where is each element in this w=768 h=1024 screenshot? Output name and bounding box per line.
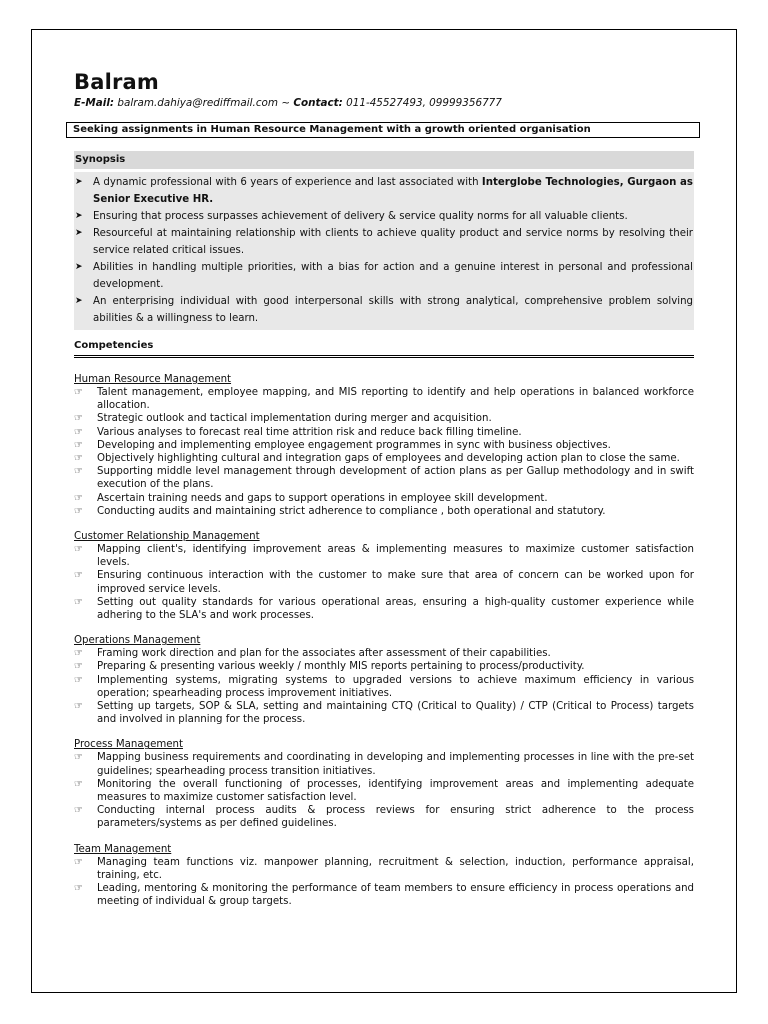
competency-item [74, 674, 694, 700]
synopsis-item [74, 208, 694, 225]
pointing-hand-icon: ☞ [74, 505, 83, 517]
pointing-hand-icon: ☞ [74, 661, 83, 673]
competency-section-title: Team Management [74, 843, 172, 855]
pointing-hand-icon: ☞ [74, 701, 83, 713]
competency-section-title: Process Management [74, 739, 183, 751]
pointing-hand-icon: ☞ [74, 426, 83, 438]
competency-item [74, 386, 694, 412]
competency-item [74, 426, 694, 439]
competency-section [74, 843, 694, 909]
synopsis-item-text: A dynamic professional with 6 years of experience and last associated with [93, 177, 482, 188]
competency-item-text: Setting up targets, SOP & SLA, setting and maintaining CTQ (Critical to Quality) / CTP (Critical to Process) targets and involved in planning for the process. [97, 701, 694, 726]
email-address: balram.dahiya@rediffmail.com [117, 97, 279, 109]
competency-item [74, 751, 694, 777]
competency-item-text: Setting out quality standards for various operational areas, ensuring a high-quality customer experience while adhering to the SLA's and work processes. [97, 596, 694, 622]
competency-section [74, 373, 694, 518]
competency-item-text: Managing team functions viz. manpower planning, recruitment & selection, induction, performance appraisal, training, etc. [97, 856, 694, 881]
competency-item [74, 647, 694, 660]
competency-item-text: Developing and implementing employee engagement programmes in sync with business objectives. [97, 439, 611, 451]
synopsis-item-text: Ensuring that process surpasses achievement of delivery & service quality norms for all valuable clients. [93, 211, 628, 222]
synopsis-item-text: Resourceful at maintaining relationship with clients to achieve quality product and service norms by resolving their service related critical issues. [93, 228, 693, 256]
synopsis-item-text: An enterprising individual with good interpersonal skills with strong analytical, comprehensive problem solving abilities & a willingness to learn. [93, 296, 693, 324]
competency-item-text: Ensuring continuous interaction with the customer to make sure that area of concern can be worked upon for improved service levels. [97, 570, 694, 595]
competency-item [74, 439, 694, 452]
competency-item [74, 492, 694, 505]
competency-item [74, 465, 694, 491]
competency-item-text: Framing work direction and plan for the associates after assessment of their capabilities. [97, 648, 551, 660]
pointing-hand-icon: ☞ [74, 856, 83, 868]
pointing-hand-icon: ☞ [74, 570, 83, 582]
competency-section-title: Human Resource Management [74, 374, 232, 385]
competency-item-text: Mapping client's, identifying improvement areas & implementing measures to maximize customer satisfaction levels. [97, 544, 694, 569]
pointing-hand-icon: ☞ [74, 596, 83, 608]
pointing-hand-icon: ☞ [74, 387, 83, 398]
competencies-heading: Competencies [74, 340, 694, 358]
competency-item [74, 543, 694, 569]
competency-section [74, 530, 694, 622]
contact-label: Contact: [293, 97, 343, 109]
competency-item-text: Conducting internal process audits & process reviews for ensuring strict adherence to the process parameters/systems as per defined guidelines. [97, 805, 694, 830]
arrow-right-icon: ➤ [75, 262, 83, 272]
competency-item-text: Supporting middle level management through development of action plans as per Gallup methodology and in swift execution of the plans. [97, 466, 694, 491]
competency-sections [74, 373, 694, 921]
email-label: E-Mail: [74, 97, 115, 109]
pointing-hand-icon: ☞ [74, 805, 83, 817]
competency-item [74, 660, 694, 673]
synopsis-item [74, 259, 694, 293]
synopsis-heading: Synopsis [74, 151, 694, 169]
pointing-hand-icon: ☞ [74, 752, 83, 764]
pointing-hand-icon: ☞ [74, 453, 83, 465]
competency-item-text: Monitoring the overall functioning of processes, identifying improvement areas and implementing adequate measures to maximize customer satisfaction level. [97, 778, 694, 804]
arrow-right-icon: ➤ [75, 211, 83, 221]
pointing-hand-icon: ☞ [74, 883, 83, 895]
competency-item [74, 804, 694, 830]
competency-item [74, 505, 694, 518]
synopsis-item [74, 174, 694, 208]
arrow-right-icon: ➤ [75, 296, 83, 306]
competency-item [74, 412, 694, 425]
competency-item-text: Conducting audits and maintaining strict adherence to compliance , both operational and statutory. [97, 505, 606, 517]
competency-section [74, 738, 694, 830]
pointing-hand-icon: ☞ [74, 648, 83, 660]
competency-item-text: Leading, mentoring & monitoring the performance of team members to ensure efficiency in process operations and meeting of individual & group targets. [97, 883, 694, 908]
competency-item-text: Objectively highlighting cultural and integration gaps of employees and developing action plan to close the same. [97, 453, 680, 465]
competency-item [74, 856, 694, 882]
pointing-hand-icon: ☞ [74, 413, 83, 425]
competency-item [74, 596, 694, 622]
competency-section-title: Customer Relationship Management [74, 531, 260, 543]
competency-item-text: Strategic outlook and tactical implementation during merger and acquisition. [97, 413, 492, 425]
phone-numbers: 011-45527493, 09999356777 [346, 97, 502, 109]
competency-item [74, 452, 694, 465]
competency-item-text: Talent management, employee mapping, and MIS reporting to identify and help operations in balanced workforce allocation. [97, 387, 694, 412]
pointing-hand-icon: ☞ [74, 674, 83, 686]
competency-item-text: Preparing & presenting various weekly / monthly MIS reports pertaining to process/productivity. [97, 661, 585, 673]
contact-separator: ~ [281, 97, 291, 109]
synopsis-list [74, 172, 694, 330]
competency-item-text: Ascertain training needs and gaps to support operations in employee skill development. [97, 492, 548, 504]
arrow-right-icon: ➤ [75, 228, 83, 238]
objective-box: Seeking assignments in Human Resource Management with a growth oriented organisation [66, 122, 700, 138]
competency-item [74, 569, 694, 595]
pointing-hand-icon: ☞ [74, 544, 83, 556]
synopsis-item-highlight: Interglobe Technologies, Gurgaon as Senior Executive HR. [93, 177, 693, 205]
pointing-hand-icon: ☞ [74, 466, 83, 478]
pointing-hand-icon: ☞ [74, 778, 83, 790]
arrow-right-icon: ➤ [75, 177, 83, 187]
competency-item-text: Mapping business requirements and coordinating in developing and implementing processes in line with the pre-set guidelines; spearheading process transition initiatives. [97, 752, 694, 777]
synopsis-item [74, 225, 694, 259]
competency-section [74, 634, 694, 726]
competency-item-text: Implementing systems, migrating systems to upgraded versions to achieve maximum efficiency in various operation; spearheading process improvement initiatives. [97, 674, 694, 699]
contact-line [74, 97, 502, 109]
competency-item [74, 778, 694, 804]
resume-page [31, 29, 737, 993]
competency-item [74, 700, 694, 726]
competency-item [74, 882, 694, 908]
competency-item-text: Various analyses to forecast real time attrition risk and reduce back filling timeline. [97, 426, 522, 438]
pointing-hand-icon: ☞ [74, 492, 83, 504]
synopsis-item-text: Abilities in handling multiple priorities, with a bias for action and a genuine interest in personal and professional development. [93, 262, 693, 290]
candidate-name: Balram [74, 70, 159, 94]
synopsis-item [74, 293, 694, 327]
pointing-hand-icon: ☞ [74, 439, 83, 451]
competency-section-title: Operations Management [74, 635, 201, 647]
synopsis-section [74, 151, 694, 330]
